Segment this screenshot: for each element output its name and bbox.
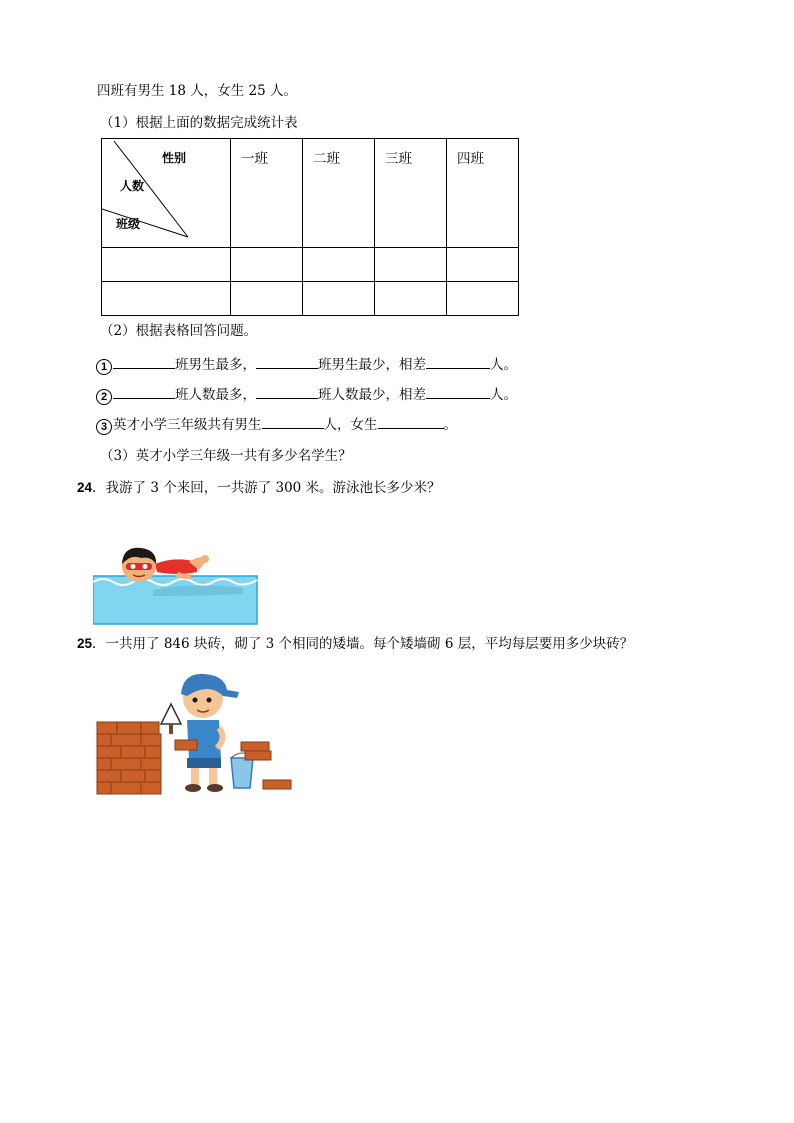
part1-heading: （1）根据上面的数据完成统计表 [100, 115, 298, 131]
statistics-table [101, 138, 519, 316]
problem-25 [77, 635, 633, 653]
table-cell[interactable] [447, 248, 519, 282]
problem-number-24: 24 [77, 480, 93, 495]
table-cell[interactable] [375, 248, 447, 282]
table-cell[interactable] [375, 282, 447, 316]
q1-text-2: 班男生最少，相差 [318, 357, 426, 373]
problem-24-text: ．我游了 3 个来回，一共游了 300 米。游泳池长多少米？ [92, 480, 441, 496]
question-1 [96, 354, 517, 375]
diagonal-label-gender: 性别 [162, 151, 187, 165]
circled-number-3: 3 [96, 419, 112, 435]
table-cell[interactable] [102, 248, 231, 282]
q2-text-1: 班人数最多， [175, 387, 256, 403]
question-2 [96, 384, 517, 405]
table-cell[interactable] [303, 248, 375, 282]
answer-blank[interactable] [426, 384, 490, 399]
question-3 [96, 414, 457, 435]
column-header-class2: 二班 [303, 139, 375, 248]
table-cell[interactable] [231, 282, 303, 316]
part2-heading: （2）根据表格回答问题。 [100, 323, 258, 339]
answer-blank[interactable] [426, 354, 490, 369]
problem-24 [77, 479, 441, 497]
q3-text-3: 。 [443, 417, 457, 433]
q2-text-2: 班人数最少，相差 [318, 387, 426, 403]
column-header-class3: 三班 [375, 139, 447, 248]
answer-blank[interactable] [378, 414, 444, 429]
table-cell[interactable] [303, 282, 375, 316]
diagonal-label-count: 人数 [120, 179, 145, 193]
answer-blank[interactable] [256, 354, 318, 369]
table-row [102, 248, 519, 282]
q1-text-1: 班男生最多， [175, 357, 256, 373]
part3-heading: （3）英才小学三年级一共有多少名学生？ [100, 448, 352, 464]
problem-number-25: 25 [77, 636, 93, 651]
q1-text-3: 人。 [490, 357, 517, 373]
table-row [102, 282, 519, 316]
intro-line: 四班有男生 18 人，女生 25 人。 [97, 83, 298, 99]
answer-blank[interactable] [113, 354, 175, 369]
q3-text-1: 英才小学三年级共有男生 [113, 417, 262, 433]
q2-text-3: 人。 [490, 387, 517, 403]
table-cell[interactable] [102, 282, 231, 316]
answer-blank[interactable] [256, 384, 318, 399]
column-header-class4: 四班 [447, 139, 519, 248]
bricklayer-illustration [95, 668, 295, 798]
circled-number-2: 2 [96, 389, 112, 405]
answer-blank[interactable] [113, 384, 175, 399]
diagonal-header-cell [102, 139, 231, 248]
column-header-class1: 一班 [231, 139, 303, 248]
problem-25-text: ．一共用了 846 块砖，砌了 3 个相同的矮墙。每个矮墙砌 6 层，平均每层要用多少块砖？ [92, 636, 634, 652]
table-cell[interactable] [231, 248, 303, 282]
q3-text-2: 人，女生 [323, 417, 378, 433]
circled-number-1: 1 [96, 359, 112, 375]
swimmer-illustration [93, 540, 259, 626]
table-cell[interactable] [447, 282, 519, 316]
answer-blank[interactable] [262, 414, 324, 429]
diagonal-label-class: 班级 [116, 217, 141, 231]
